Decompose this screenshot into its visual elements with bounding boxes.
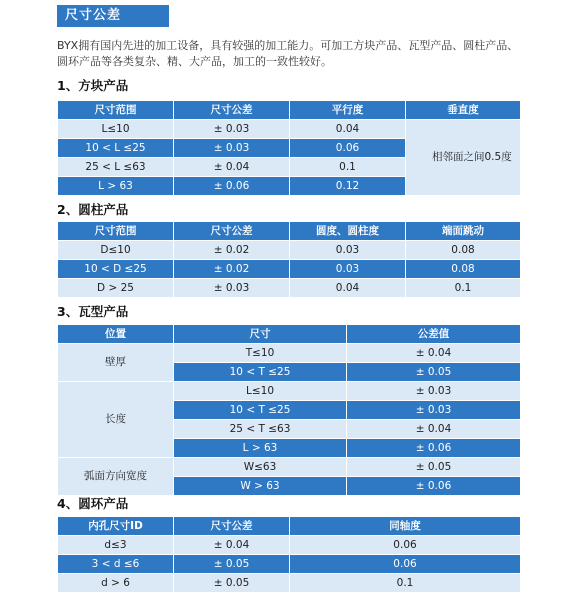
- table-cell: ± 0.02: [174, 241, 290, 260]
- col-header: 尺寸: [174, 325, 347, 344]
- col-header: 公差值: [347, 325, 521, 344]
- table-cell: ± 0.04: [347, 420, 521, 439]
- col-header: 尺寸公差: [174, 222, 290, 241]
- table-cell: ± 0.03: [174, 120, 290, 139]
- table-cell: ± 0.04: [347, 344, 521, 363]
- table-cell: 25 < L ≤63: [58, 158, 174, 177]
- table-cell: W≤63: [174, 458, 347, 477]
- col-header: 垂直度: [406, 101, 521, 120]
- table-cell: ± 0.03: [347, 401, 521, 420]
- table-row: [58, 279, 521, 298]
- group-label-cell: 弧面方向宽度: [58, 458, 174, 496]
- col-header: 平行度: [290, 101, 406, 120]
- table-cell: ± 0.05: [347, 458, 521, 477]
- table-cell: L > 63: [174, 439, 347, 458]
- table-cell: d≤3: [58, 536, 174, 555]
- group-label-cell: 长度: [58, 382, 174, 458]
- table-row: [58, 120, 521, 139]
- table-cell: T≤10: [174, 344, 347, 363]
- cylinder-table: [57, 221, 521, 298]
- table-cell: ± 0.02: [174, 260, 290, 279]
- table-cell: 0.08: [406, 260, 521, 279]
- table-cell: ± 0.03: [174, 279, 290, 298]
- col-header: 同轴度: [290, 517, 521, 536]
- table-cell: 0.06: [290, 536, 521, 555]
- tile-table: [57, 324, 521, 496]
- section-title-cylinder: 2、圆柱产品: [57, 202, 129, 217]
- table-cell: d > 6: [58, 574, 174, 593]
- intro-paragraph: BYX拥有国内先进的加工设备，具有较强的加工能力。可加工方块产品、瓦型产品、圆柱产品、圆环产品等各类复杂、精、大产品，加工的一致性较好。: [57, 39, 519, 68]
- table-cell: ± 0.04: [174, 158, 290, 177]
- table-cell: 0.08: [406, 241, 521, 260]
- col-header: 端面跳动: [406, 222, 521, 241]
- col-header: 位置: [58, 325, 174, 344]
- table-cell: 10 < T ≤25: [174, 401, 347, 420]
- table-cell: L > 63: [58, 177, 174, 196]
- table-cell: 0.04: [290, 279, 406, 298]
- table-cell: ± 0.05: [174, 574, 290, 593]
- table-cell: 0.1: [290, 574, 521, 593]
- table-cell: ± 0.05: [174, 555, 290, 574]
- table-cell: D≤10: [58, 241, 174, 260]
- table-cell: 0.06: [290, 555, 521, 574]
- table-cell: 10 < D ≤25: [58, 260, 174, 279]
- table-row: [58, 344, 521, 363]
- table-row: [58, 536, 521, 555]
- table-cell: ± 0.03: [174, 139, 290, 158]
- table-cell: ± 0.05: [347, 363, 521, 382]
- table-cell: ± 0.06: [174, 177, 290, 196]
- table-cell: 3 < d ≤6: [58, 555, 174, 574]
- table-cell: ± 0.06: [347, 439, 521, 458]
- table-cell: ± 0.06: [347, 477, 521, 496]
- col-header: 尺寸范围: [58, 101, 174, 120]
- table-row: [58, 555, 521, 574]
- table-cell: 0.1: [290, 158, 406, 177]
- ring-table: [57, 516, 521, 593]
- table-cell: D > 25: [58, 279, 174, 298]
- table-cell: 10 < L ≤25: [58, 139, 174, 158]
- table-cell: 10 < T ≤25: [174, 363, 347, 382]
- table-cell: ± 0.04: [174, 536, 290, 555]
- table-cell: W > 63: [174, 477, 347, 496]
- table-cell: 0.03: [290, 241, 406, 260]
- group-label-cell: 壁厚: [58, 344, 174, 382]
- section-tag: 尺寸公差: [57, 5, 169, 27]
- table-cell: ± 0.03: [347, 382, 521, 401]
- col-header: 圆度、圆柱度: [290, 222, 406, 241]
- col-header: 尺寸公差: [174, 101, 290, 120]
- table-row: [58, 241, 521, 260]
- section-title-ring: 4、圆环产品: [57, 496, 129, 511]
- table-row: [58, 574, 521, 593]
- merged-note-cell: 相邻面之间0.5度: [406, 120, 521, 196]
- table-cell: L≤10: [174, 382, 347, 401]
- table-cell: 25 < T ≤63: [174, 420, 347, 439]
- table-row: [58, 382, 521, 401]
- col-header: 内孔尺寸ID: [58, 517, 174, 536]
- col-header: 尺寸范围: [58, 222, 174, 241]
- table-cell: 0.12: [290, 177, 406, 196]
- col-header: 尺寸公差: [174, 517, 290, 536]
- table-row: [58, 458, 521, 477]
- block-table: [57, 100, 521, 196]
- table-cell: 0.06: [290, 139, 406, 158]
- table-cell: 0.03: [290, 260, 406, 279]
- section-title-block: 1、方块产品: [57, 78, 129, 93]
- table-row: [58, 260, 521, 279]
- table-cell: 0.04: [290, 120, 406, 139]
- table-cell: L≤10: [58, 120, 174, 139]
- table-cell: 0.1: [406, 279, 521, 298]
- section-title-tile: 3、瓦型产品: [57, 304, 129, 319]
